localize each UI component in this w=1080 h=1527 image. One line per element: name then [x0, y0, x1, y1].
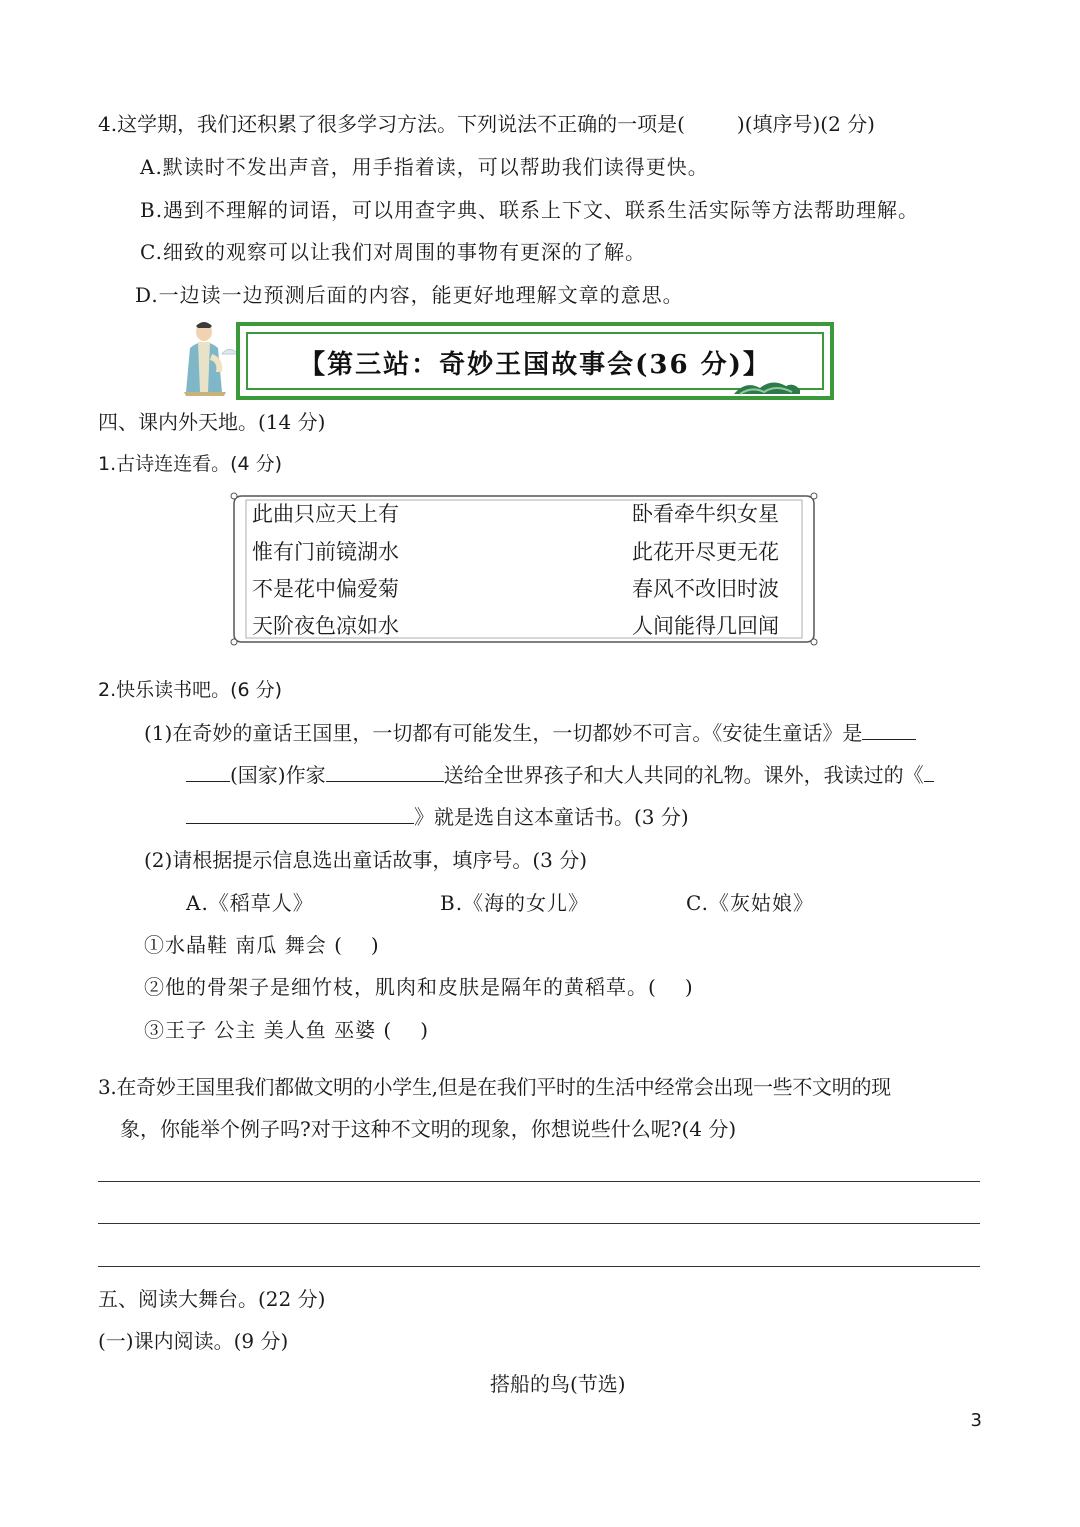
answer-line-1[interactable] [98, 1181, 980, 1182]
q2-item-1-text: ①水晶鞋 南瓜 舞会 ( [144, 933, 343, 957]
page-number: 3 [970, 1410, 982, 1431]
q4-stem-tail: )(填序号)(2 分) [736, 112, 875, 136]
q1-label: 1.古诗连连看。(4 分) [98, 453, 283, 475]
poem-matching-box [228, 490, 820, 648]
poem-left-3: 不是花中偏爱菊 [252, 577, 399, 601]
poem-left-2: 惟有门前镜湖水 [252, 540, 399, 564]
q2-item-3 [144, 1016, 429, 1044]
poem-right-1: 卧看牵牛织女星 [632, 502, 779, 526]
wave-icon [732, 376, 802, 398]
q4-stem [98, 110, 875, 138]
q2-part1-text-a: (1)在奇妙的童话王国里，一切都有可能发生，一切都妙不可言。《安徒生童话》是 [144, 721, 863, 745]
section5-heading: 五、阅读大舞台。(22 分) [98, 1287, 326, 1311]
q2-part1-line2 [186, 761, 934, 789]
q2-part1-line1 [144, 719, 916, 747]
q4-option-b: B.遇到不理解的词语，可以用查字典、联系上下文、联系生活实际等方法帮助理解。 [140, 198, 920, 222]
poem-left-4: 天阶夜色凉如水 [252, 614, 399, 638]
q2-label: 2.快乐读书吧。(6 分) [98, 679, 283, 701]
section4-heading: 四、课内外天地。(14 分) [98, 410, 326, 434]
q2-item-1 [144, 931, 380, 959]
q4-option-d: D.一边读一边预测后面的内容，能更好地理解文章的意思。 [135, 283, 684, 307]
book-blank[interactable] [186, 803, 414, 824]
answer-line-3[interactable] [98, 1266, 980, 1267]
poem-right-2: 此花开尽更无花 [632, 540, 779, 564]
poem-left-1: 此曲只应天上有 [252, 502, 399, 526]
paren-close: ) [684, 975, 694, 999]
paren-close: ) [370, 933, 380, 957]
q4-stem-text: 4.这学期，我们还积累了很多学习方法。下列说法不正确的一项是( [98, 112, 685, 136]
q3-line2: 象，你能举个例子吗?对于这种不文明的现象，你想说些什么呢?(4 分) [120, 1117, 737, 1141]
section-banner [176, 318, 846, 400]
q2-choice-a: A.《稻草人》 [186, 891, 314, 915]
q2-part1-text-b: (国家)作家 [230, 763, 326, 787]
country-blank[interactable] [186, 761, 230, 782]
answer-line-2[interactable] [98, 1223, 980, 1224]
q2-part1-text-d: 》就是选自这本童话书。(3 分) [414, 805, 689, 829]
author-blank[interactable] [326, 761, 444, 782]
q3-line1: 3.在奇妙王国里我们都做文明的小学生,但是在我们平时的生活中经常会出现一些不文明的现 [98, 1075, 891, 1099]
section5-sub: (一)课内阅读。(9 分) [98, 1329, 289, 1353]
passage-title: 搭船的鸟(节选) [490, 1372, 626, 1396]
banner-title: 【第三站：奇妙王国故事会(36 分)】 [299, 350, 771, 380]
q4-option-c: C.细致的观察可以让我们对周围的事物有更深的了解。 [140, 240, 646, 264]
q2-item-2-text: ②他的骨架子是细竹枝，肌肉和皮肤是隔年的黄稻草。( [144, 975, 657, 999]
poem-right-4: 人间能得几回闻 [632, 614, 779, 638]
q2-item-3-text: ③王子 公主 美人鱼 巫婆 ( [144, 1018, 393, 1042]
q2-part1-line3 [186, 803, 689, 831]
country-blank-start[interactable] [862, 719, 916, 740]
paren-close: ) [420, 1018, 430, 1042]
q2-part1-text-c: 送给全世界孩子和大人共同的礼物。课外，我读过的《 [443, 763, 924, 787]
poem-right-3: 春风不改旧时波 [632, 577, 779, 601]
q2-item-2 [144, 973, 694, 1001]
q2-choice-b: B.《海的女儿》 [440, 891, 590, 915]
book-blank-start[interactable] [924, 761, 934, 782]
q4-option-a: A.默读时不发出声音，用手指着读，可以帮助我们读得更快。 [140, 155, 709, 179]
scholar-icon [176, 318, 236, 398]
q2-part2: (2)请根据提示信息选出童话故事，填序号。(3 分) [144, 848, 588, 872]
q2-choice-c: C.《灰姑娘》 [686, 891, 814, 915]
